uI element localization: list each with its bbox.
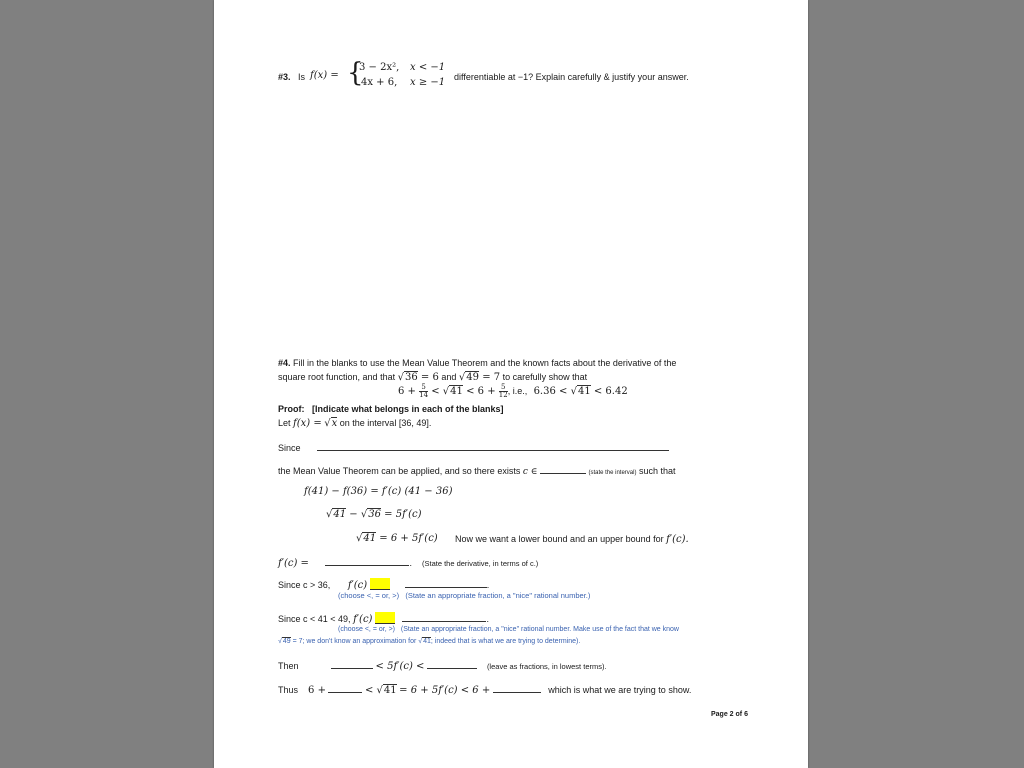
choose-text-2: (choose <, = or, >) (338, 626, 396, 633)
q3-fx: f(x) = (310, 70, 339, 81)
q4-number: #4. (278, 358, 291, 368)
q3-case2-cond: x ≥ −1 (410, 77, 446, 88)
fraction-blank-2[interactable] (402, 612, 486, 622)
let-line: Let f(x) = √x on the interval [36, 49]. (278, 418, 432, 429)
fpc-1: f′(c) (347, 580, 368, 591)
q4-inequality: 6 + $\frac{5}{14}$ < √41 < 6 + $\frac{5}{12}$ , i.e., 6.36 < √41 < 6.42 (398, 383, 628, 399)
fraction-blank-1[interactable] (405, 578, 487, 588)
since-c-range-line (278, 612, 489, 625)
period: . (409, 558, 412, 568)
ineq-mid: < 6 + (466, 386, 496, 397)
q3-case1-expr: 3 − 2x², (359, 62, 400, 73)
frac-num: 5 (419, 384, 428, 392)
period: . (486, 580, 490, 590)
state-interval-note: (state the interval) (588, 470, 637, 476)
state-fraction-2: (State an appropriate fraction, a "nice" rational number. Make use of the fact that we know (400, 626, 679, 633)
then-blank-left[interactable] (331, 659, 373, 669)
mvt-text: the Mean Value Theorem can be applied, and so there exists (278, 466, 521, 476)
derivative-note: (State the derivative, in terms of c.) (421, 559, 539, 568)
let-fx: f(x) = (293, 418, 322, 429)
choose-note-1 (338, 591, 590, 600)
then-line (278, 659, 607, 672)
mvt-equation-3: √41 = 6 + 5f′(c) (356, 533, 438, 544)
choose-note-2 (338, 626, 679, 633)
frac-den: 14 (419, 391, 429, 399)
interval-blank[interactable] (540, 464, 586, 474)
note-line-2: √49 = 7; we don't know an approximation for √41; indeed that is what we are trying to determine). (278, 638, 581, 645)
eq-6: = 6 (420, 372, 439, 383)
document-page (214, 0, 808, 768)
sqrt-49: 49 (466, 372, 479, 383)
q3-question: differentiable at −1? Explain carefully & justify your answer. (454, 72, 689, 82)
then-mid: < 5f′(c) < (375, 661, 425, 672)
proof-label: Proof: (278, 404, 305, 414)
note-line2a: = 7; we don't know an approximation for (292, 638, 417, 645)
thus-line: Thus 6 + < √41 = 6 + 5f′(c) < 6 + which is what we are trying to show. (278, 685, 692, 696)
since-c-gt-text: Since c > 36, (278, 580, 331, 590)
compare-blank-1[interactable] (370, 578, 390, 590)
q4-intro-2a: square root function, and that (278, 372, 396, 382)
then-note: (leave as fractions, in lowest terms). (486, 662, 607, 671)
q3-is: Is (298, 72, 306, 82)
since-c-range-text: Since c < 41 < 49, (278, 614, 351, 624)
proof-note: [Indicate what belongs in each of the blanks] (312, 404, 504, 414)
frac-den: 12 (498, 391, 508, 399)
then-text: Then (278, 661, 299, 671)
bound-note-fpc: f′(c). (666, 534, 689, 545)
and-text: and (441, 372, 457, 382)
fpc-2: f′(c) (353, 614, 373, 625)
thus-blank-right[interactable] (493, 683, 541, 693)
q3-case1-cond: x < −1 (410, 62, 446, 73)
ineq-six: 6 + (398, 386, 416, 397)
thus-blank-left[interactable] (328, 683, 362, 693)
proof-heading (278, 404, 504, 414)
state-fraction-1: (State an appropriate fraction, a "nice" rational number.) (405, 591, 591, 600)
q4-intro-line2: square root function, and that √36 = 6 and √49 = 7 to carefully show that (278, 372, 588, 383)
q4-intro-2b: to carefully show that (502, 372, 588, 382)
since-text: Since (278, 443, 301, 453)
sqrt-36: 36 (368, 509, 381, 520)
sqrt-41: 41 (423, 638, 431, 645)
mvt-line (278, 464, 676, 477)
minus-sign: − (349, 509, 358, 520)
let-text: Let (278, 418, 291, 428)
period: . (486, 614, 489, 624)
eq2-rhs: = 5f′(c) (384, 509, 422, 520)
page-footer: Page 2 of 6 (711, 711, 748, 718)
thus-end: which is what we are trying to show. (548, 685, 692, 695)
sqrt-41: 41 (363, 533, 377, 544)
eq3-rhs: = 6 + 5f′(c) (379, 533, 438, 544)
derivative-blank[interactable] (325, 556, 409, 566)
such-that-text: such that (639, 466, 676, 476)
let-interval: on the interval [36, 49]. (339, 418, 432, 428)
thus-text: Thus (278, 685, 299, 695)
ie-text: , i.e., (507, 386, 528, 396)
q3-brace: { (347, 58, 364, 88)
thus-mid: = 6 + 5f′(c) < 6 + (399, 685, 491, 696)
sqrt-41: 41 (450, 386, 463, 397)
lt-sign: < (431, 386, 440, 397)
fpc-label: f′(c) = (278, 558, 309, 569)
thus-six: 6 + (308, 685, 326, 696)
since-line (278, 441, 669, 453)
frac-5-12 (499, 384, 508, 399)
frac-num: 5 (499, 384, 508, 392)
q3-number: #3. (278, 72, 291, 82)
ineq-dec-left: 6.36 < (533, 386, 568, 397)
bound-note-text: Now we want a lower bound and an upper bound for (455, 534, 664, 544)
eq-7: = 7 (482, 372, 501, 383)
choose-text-1: (choose <, = or, >) (338, 591, 400, 600)
note-line2b: ; indeed that is what we are trying to determine). (430, 638, 581, 645)
compare-blank-2[interactable] (375, 612, 395, 624)
frac-5-14 (419, 384, 428, 399)
since-blank[interactable] (317, 441, 669, 451)
q3-case2-expr: 4x + 6, (361, 77, 398, 88)
let-x: x (331, 418, 338, 429)
sqrt-49: 49 (282, 638, 291, 645)
derivative-line (278, 556, 538, 569)
since-c-gt-line (278, 578, 489, 591)
then-blank-right[interactable] (427, 659, 477, 669)
sqrt-41: 41 (577, 386, 591, 397)
bound-note (455, 534, 689, 545)
mvt-equation-2: √41 − √36 = 5f′(c) (326, 509, 422, 520)
q4-intro-1: Fill in the blanks to use the Mean Value Theorem and the known facts about the derivative of the (293, 358, 677, 368)
sqrt-41: 41 (333, 509, 347, 520)
sqrt-41: 41 (383, 685, 397, 696)
q4-intro-line1 (278, 358, 676, 368)
ineq-dec-right: < 6.42 (593, 386, 628, 397)
c-in: c ∈ (522, 467, 538, 477)
mvt-equation-1: f(41) − f(36) = f′(c) (41 − 36) (304, 486, 453, 497)
sqrt-36: 36 (404, 372, 418, 383)
